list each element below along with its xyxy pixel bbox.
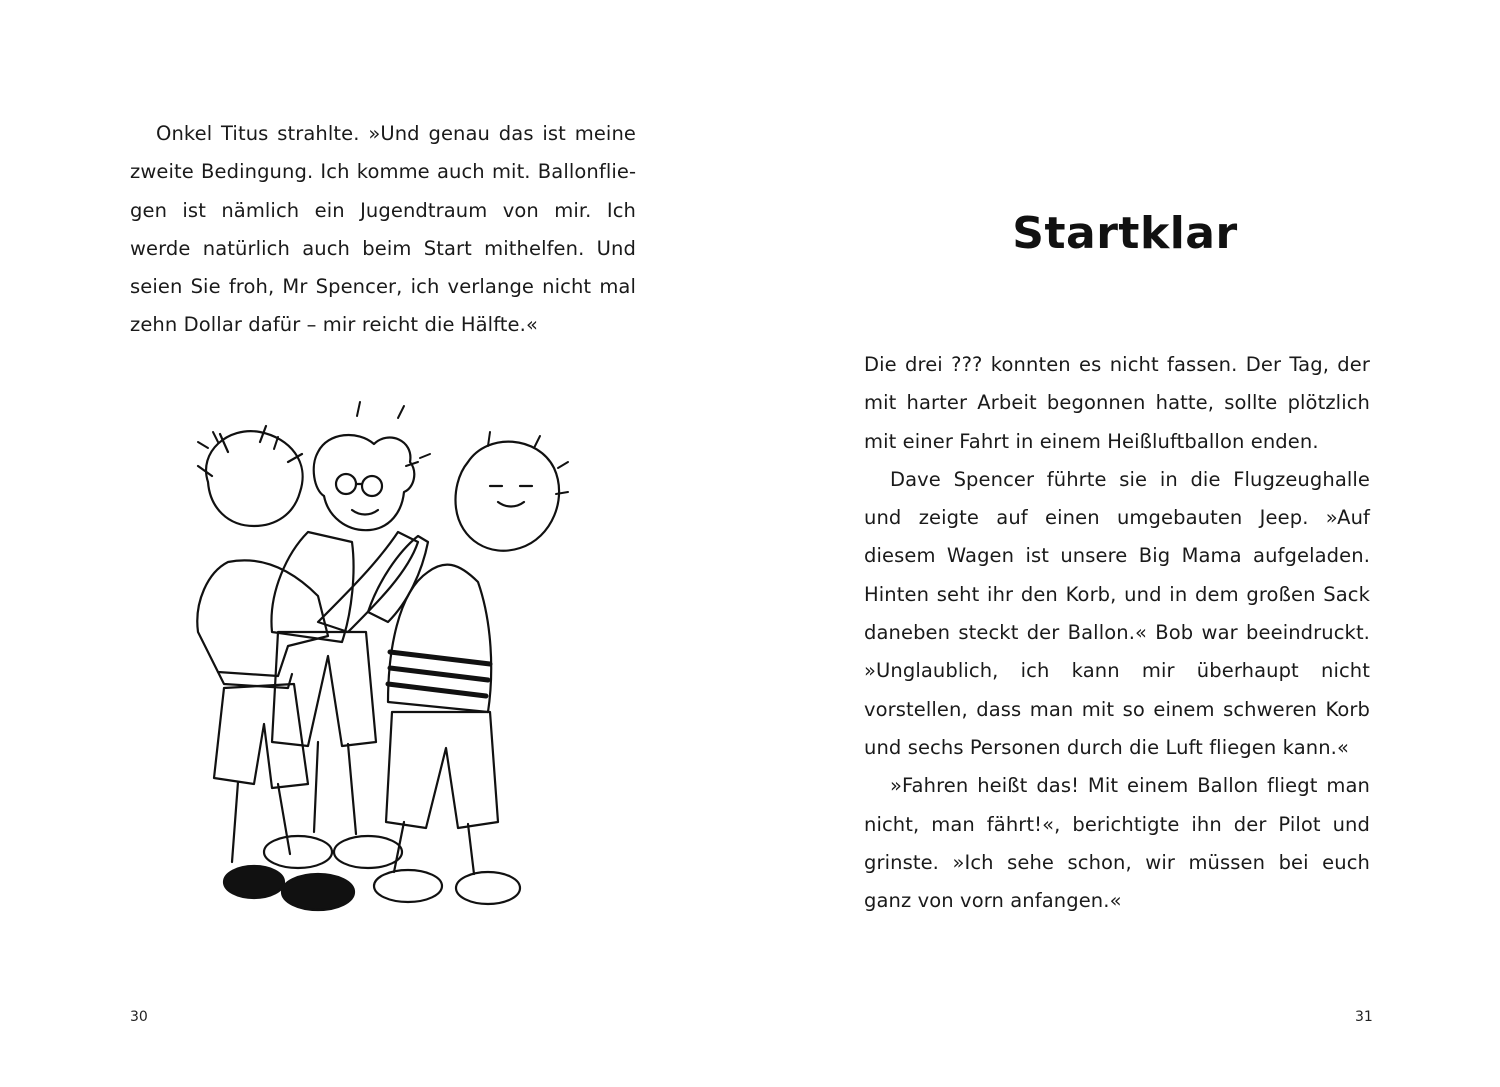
paragraph-2: Dave Spencer führte sie in die Flugzeughalle und zeigte auf einen umgebauten Jeep. »Auf diesem Wagen ist unsere Big Mama aufgeladen. Hinten seht ihr den Korb, und in dem großen Sack daneben steckt der Ballon.« Bob war beeindruckt. »Unglaublich, ich kann mir überhaupt nicht vorstellen, dass man mit so einem schweren Korb und sechs Personen durch die Luft fliegen kann.« — [864, 467, 1370, 759]
illustration-three-boys-and-uncle-celebrating — [168, 392, 588, 937]
page-number-right: 31 — [1355, 1009, 1373, 1025]
right-page — [750, 0, 1500, 1087]
right-boy-figure — [374, 442, 559, 904]
right-page-body — [864, 346, 1370, 920]
paragraph-3: »Fahren heißt das! Mit einem Ballon fliegt man nicht, man fährt!«, berichtigte ihn der Pilot und grinste. »Ich sehe schon, wir müssen bei euch ganz von vorn anfangen.« — [864, 774, 1370, 913]
page-number-left: 30 — [130, 1009, 148, 1025]
high-five-hands — [318, 532, 428, 632]
paragraph-1: Die drei ??? konnten es nicht fassen. Der Tag, der mit harter Arbeit begonnen hatte, sollte plötzlich mit einer Fahrt in einem Heißluftballon enden. — [864, 353, 1370, 453]
left-page-paragraph: Onkel Titus strahlte. »Und genau das ist meine zweite Bedingung. Ich komme auch mit. Ballonfliegen ist nämlich ein Jugendtraum von mir. Ich werde natürlich auch beim Start mithelfen. Und seien Sie froh, Mr Spencer, ich verlange nicht mal zehn Dollar dafür – mir reicht die Hälfte.« — [130, 122, 636, 337]
excitement-marks — [198, 402, 568, 494]
chapter-title: Startklar — [1012, 208, 1238, 259]
